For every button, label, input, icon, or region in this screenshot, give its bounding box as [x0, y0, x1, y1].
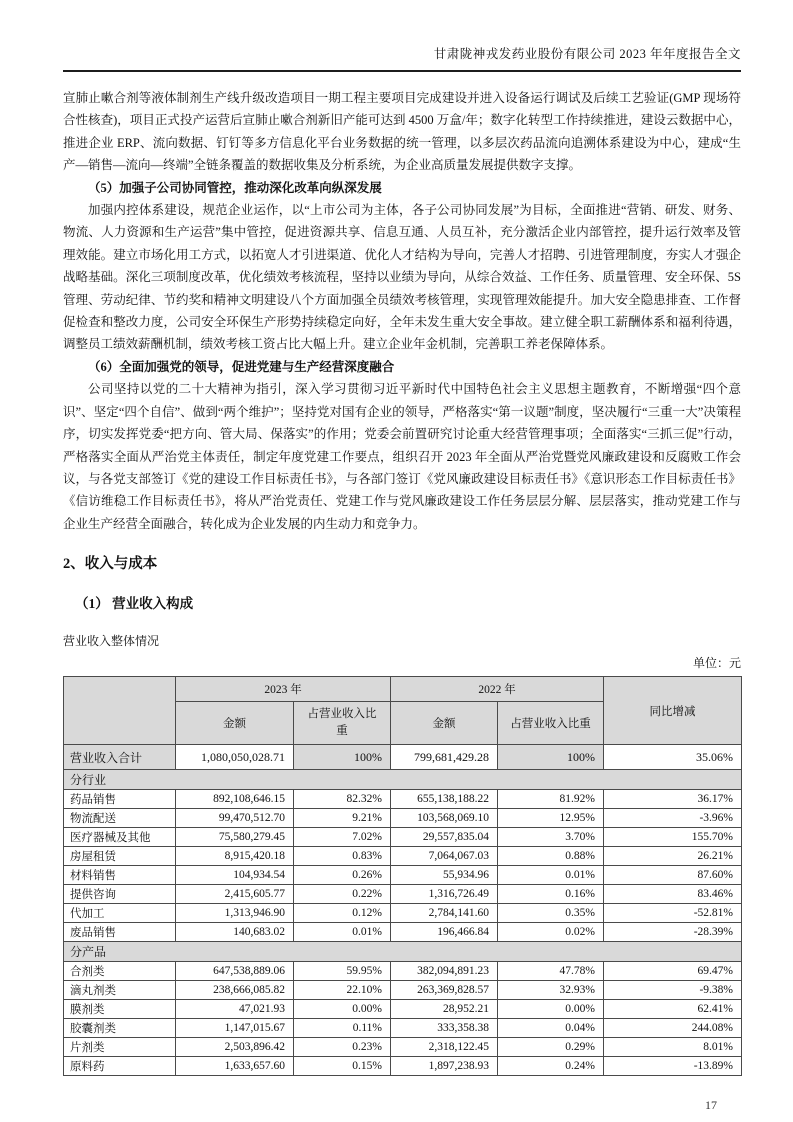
unit-label: 单位：元: [692, 656, 741, 671]
cell-yoy: 36.17%: [604, 790, 742, 809]
cell-yoy: 69.47%: [604, 962, 742, 981]
cell-amount-2023: 892,108,646.15: [176, 790, 294, 809]
section-label: 分行业: [64, 770, 742, 790]
row-label: 滴丸剂类: [64, 981, 176, 1000]
cell-pct-2023: 0.00%: [294, 1000, 391, 1019]
cell-amount-2023: 238,666,085.82: [176, 981, 294, 1000]
cell-pct-2023: 0.23%: [294, 1038, 391, 1057]
table-caption-overall-revenue: 营业收入整体情况: [63, 634, 160, 649]
section-title-revenue-and-cost: 2、收入与成本: [63, 556, 158, 573]
cell-amount-2023: 104,934.54: [176, 866, 294, 885]
cell-yoy: 87.60%: [604, 866, 742, 885]
cell-amount-2022: 7,064,067.03: [391, 847, 498, 866]
cell-pct-2022: 81.92%: [498, 790, 604, 809]
cell-yoy: 155.70%: [604, 828, 742, 847]
cell-amount-2022: 2,318,122.45: [391, 1038, 498, 1057]
cell-amount-2023: 1,080,050,028.71: [176, 745, 294, 770]
cell-pct-2022: 0.88%: [498, 847, 604, 866]
table-row: [64, 962, 742, 981]
cell-amount-2023: 1,313,946.90: [176, 904, 294, 923]
table-row: [64, 981, 742, 1000]
cell-pct-2023: 0.22%: [294, 885, 391, 904]
cell-amount-2022: 28,952.21: [391, 1000, 498, 1019]
table-row: [64, 1057, 742, 1076]
cell-pct-2023: 9.21%: [294, 809, 391, 828]
row-label: 合剂类: [64, 962, 176, 981]
row-label: 片剂类: [64, 1038, 176, 1057]
table-row: [64, 923, 742, 942]
cell-pct-2023: 0.15%: [294, 1057, 391, 1076]
cell-amount-2023: 1,633,657.60: [176, 1057, 294, 1076]
row-label: 医疗器械及其他: [64, 828, 176, 847]
col-header-amount-2023: 金额: [176, 702, 294, 745]
cell-pct-2022: 0.02%: [498, 923, 604, 942]
cell-pct-2022: 0.35%: [498, 904, 604, 923]
cell-pct-2022: 0.29%: [498, 1038, 604, 1057]
cell-pct-2022: 0.01%: [498, 866, 604, 885]
body-text-block: [63, 87, 741, 535]
table-row: [64, 790, 742, 809]
cell-yoy: 83.46%: [604, 885, 742, 904]
cell-pct-2023: 0.01%: [294, 923, 391, 942]
row-label: 原料药: [64, 1057, 176, 1076]
cell-pct-2022: 0.00%: [498, 1000, 604, 1019]
row-label: 代加工: [64, 904, 176, 923]
cell-amount-2022: 1,897,238.93: [391, 1057, 498, 1076]
cell-amount-2023: 99,470,512.70: [176, 809, 294, 828]
col-header-pct-2022: 占营业收入比重: [498, 702, 604, 745]
cell-pct-2022: 32.93%: [498, 981, 604, 1000]
cell-amount-2023: 2,503,896.42: [176, 1038, 294, 1057]
table-row: [64, 847, 742, 866]
cell-yoy: -52.81%: [604, 904, 742, 923]
cell-yoy: 8.01%: [604, 1038, 742, 1057]
cell-amount-2023: 47,021.93: [176, 1000, 294, 1019]
cell-amount-2022: 103,568,069.10: [391, 809, 498, 828]
table-row: [64, 904, 742, 923]
cell-pct-2022: 3.70%: [498, 828, 604, 847]
cell-amount-2023: 75,580,279.45: [176, 828, 294, 847]
paragraph-party-building: 公司坚持以党的二十大精神为指引，深入学习贯彻习近平新时代中国特色社会主义思想主题教育，不断增强“四个意识”、坚定“四个自信”、做到“两个维护”；坚持党对国有企业的领导，严格落实“第一议题”制度，坚决履行“三重一大”决策程序，切实发挥党委“把方向、管大局、保落实”的作用；党委会前置研究讨论重大经营管理事项；全面落实“三抓三促”行动，严格落实全面从严治党主体责任，制定年度党建工作要点，组织召开 2023 年全面从严治党暨党风廉政建设和反腐败工作会议，与各党支部签订《党的建设工作目标责任书》，与各部门签订《党风廉政建设目标责任书》《意识形态工作目标责任书》《信访维稳工作目标责任书》，将从严治党责任、党建工作与党风廉政建设工作任务层层分解、层层落实，推动党建工作与企业生产经营全面融合，转化成为企业发展的内生动力和竞争力。: [63, 382, 741, 531]
paragraph-internal-control: 加强内控体系建设，规范企业运作，以“上市公司为主体，各子公司协同发展”为目标，全面推进“营销、研发、财务、物流、人力资源和生产运营”集中管控，促进资源共享、信息互通、人员互补，充分激活企业内部管控，提升运行效率及管理效能。建立市场化用工方式，以拓宽人才引进渠道、优化人才结构为导向，完善人才招聘、引进管理制度，夯实人才强企战略基础。深化三项制度改革，优化绩效考核流程，坚持以业绩为导向，从综合效益、工作任务、质量管理、安全环保、5S 管理、劳动纪律、节约奖和精神文明建设八个方面加强全员绩效考核管理，实现管理效能提升。加大安全隐患排查、工作督促检查和整改力度，公司安全环保生产形势持续稳定向好，全年未发生重大安全事故。建立健全职工薪酬体系和福利待遇，调整员工绩效薪酬机制，绩效考核工资占比大幅上升。建立企业年金机制，完善职工养老保障体系。: [63, 203, 741, 352]
table-section-row: [64, 942, 742, 962]
table-row: [64, 809, 742, 828]
cell-pct-2022: 0.24%: [498, 1057, 604, 1076]
cell-amount-2022: 333,358.38: [391, 1019, 498, 1038]
row-label: 营业收入合计: [64, 745, 176, 770]
section-label: 分产品: [64, 942, 742, 962]
subsection-title-revenue-composition: （1） 营业收入构成: [75, 596, 194, 612]
corner-empty-cell: [64, 677, 176, 745]
table-row: [64, 828, 742, 847]
cell-pct-2023: 0.83%: [294, 847, 391, 866]
table-row: [64, 866, 742, 885]
cell-yoy: -3.96%: [604, 809, 742, 828]
cell-amount-2023: 1,147,015.67: [176, 1019, 294, 1038]
cell-pct-2023: 0.12%: [294, 904, 391, 923]
cell-amount-2022: 29,557,835.04: [391, 828, 498, 847]
row-label: 胶囊剂类: [64, 1019, 176, 1038]
row-label: 药品销售: [64, 790, 176, 809]
cell-yoy: -13.89%: [604, 1057, 742, 1076]
cell-yoy: 62.41%: [604, 1000, 742, 1019]
table-header-row-years: [64, 677, 742, 702]
cell-pct-2023: 82.32%: [294, 790, 391, 809]
cell-amount-2022: 1,316,726.49: [391, 885, 498, 904]
cell-amount-2022: 196,466.84: [391, 923, 498, 942]
col-header-2022: 2022 年: [391, 677, 604, 702]
cell-amount-2022: 799,681,429.28: [391, 745, 498, 770]
cell-yoy: -9.38%: [604, 981, 742, 1000]
cell-pct-2023: 0.26%: [294, 866, 391, 885]
cell-amount-2023: 647,538,889.06: [176, 962, 294, 981]
cell-amount-2022: 382,094,891.23: [391, 962, 498, 981]
cell-amount-2023: 2,415,605.77: [176, 885, 294, 904]
cell-yoy: 26.21%: [604, 847, 742, 866]
row-label: 材料销售: [64, 866, 176, 885]
cell-amount-2023: 8,915,420.18: [176, 847, 294, 866]
col-header-pct-2023-label: 占营业收入比重: [307, 708, 377, 738]
row-label: 提供咨询: [64, 885, 176, 904]
cell-pct-2023: 22.10%: [294, 981, 391, 1000]
heading-item-6: （6）全面加强党的领导，促进党建与生产经营深度融合: [88, 359, 395, 374]
col-header-amount-2022: 金额: [391, 702, 498, 745]
row-label: 房屋租赁: [64, 847, 176, 866]
cell-yoy: 35.06%: [604, 745, 742, 770]
page-number: 17: [705, 1098, 717, 1113]
row-label: 物流配送: [64, 809, 176, 828]
cell-amount-2022: 55,934.96: [391, 866, 498, 885]
cell-amount-2022: 655,138,188.22: [391, 790, 498, 809]
cell-pct-2023: 0.11%: [294, 1019, 391, 1038]
cell-amount-2022: 263,369,828.57: [391, 981, 498, 1000]
cell-yoy: -28.39%: [604, 923, 742, 942]
cell-yoy: 244.08%: [604, 1019, 742, 1038]
revenue-composition-table: [63, 676, 742, 1076]
table-row-total: [64, 745, 742, 770]
table-row: [64, 1000, 742, 1019]
cell-pct-2023: 7.02%: [294, 828, 391, 847]
cell-pct-2022: 12.95%: [498, 809, 604, 828]
heading-item-5: （5）加强子公司协同管控，推动深化改革向纵深发展: [88, 180, 382, 195]
cell-pct-2022: 100%: [498, 745, 604, 770]
report-header-title: 甘肃陇神戎发药业股份有限公司 2023 年年度报告全文: [433, 47, 741, 61]
col-header-yoy: 同比增减: [604, 677, 742, 745]
table-row: [64, 1038, 742, 1057]
cell-pct-2023: 100%: [294, 745, 391, 770]
cell-pct-2022: 0.16%: [498, 885, 604, 904]
table-section-row: [64, 770, 742, 790]
cell-amount-2023: 140,683.02: [176, 923, 294, 942]
cell-pct-2023: 59.95%: [294, 962, 391, 981]
table-row: [64, 1019, 742, 1038]
cell-amount-2022: 2,784,141.60: [391, 904, 498, 923]
cell-pct-2022: 47.78%: [498, 962, 604, 981]
header-rule: [63, 70, 741, 72]
col-header-pct-2023: [294, 702, 391, 745]
paragraph-production-line-project: 宣肺止嗽合剂等液体制剂生产线升级改造项目一期工程主要项目完成建设并进入设备运行调试及后续工艺验证(GMP 现场符合性核查)，项目正式投产运营后宣肺止嗽合剂新旧产能可达到 4500 万盒/年；数字化转型工作持续推进，建设云数据中心，推进企业 ERP、流向数据、钉钉等多方信息化平台业务数据的统一管理，以多层次药品流向追溯体系建设为中心，建成“生产—销售—流向—终端”全链条覆盖的数据收集及分析系统，为企业高质量发展提供数字支撑。: [63, 91, 741, 173]
table-row: [64, 885, 742, 904]
row-label: 膜剂类: [64, 1000, 176, 1019]
row-label: 废品销售: [64, 923, 176, 942]
col-header-2023: 2023 年: [176, 677, 391, 702]
cell-pct-2022: 0.04%: [498, 1019, 604, 1038]
